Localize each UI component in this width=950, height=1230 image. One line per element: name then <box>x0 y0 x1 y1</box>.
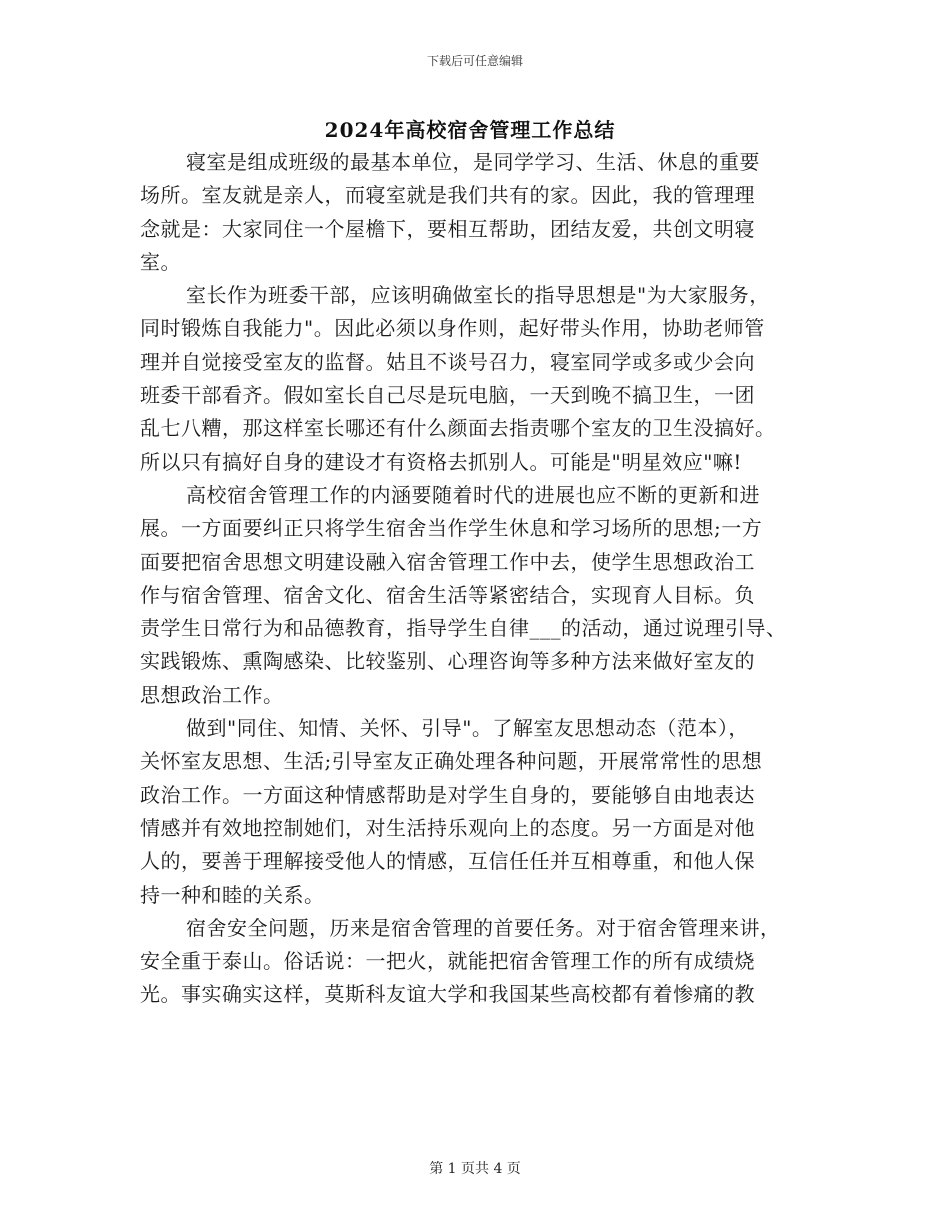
paragraph-line: 做到"同住、知情、关怀、引导"。了解室友思想动态（范本）， <box>186 716 749 741</box>
paragraph-line: 宿舍安全问题，历来是宿舍管理的首要任务。对于宿舍管理来讲， <box>186 915 781 940</box>
paragraph-line: 场所。室友就是亲人，而寝室就是我们共有的家。因此，我的管理理 <box>140 183 755 208</box>
paragraph-line: 念就是：大家同住一个屋檐下，要相互帮助，团结友爱，共创文明寝 <box>140 216 755 241</box>
paragraph-line: 寝室是组成班级的最基本单位，是同学学习、生活、休息的重要 <box>186 150 760 174</box>
paragraph-line: 实践锻炼、熏陶感染、比较鉴别、心理咨询等多种方法来做好室友的 <box>140 649 755 674</box>
paragraph-line: 人的，要善于理解接受他人的情感，互信任任并互相尊重，和他人保 <box>140 849 755 874</box>
paragraph-line: 政治工作。一方面这种情感帮助是对学生自身的，要能够自由地表达 <box>140 782 755 807</box>
document-body <box>140 146 820 1012</box>
paragraph-line: 乱七八糟，那这样室长哪还有什么颜面去指责哪个室友的卫生没搞好。 <box>140 416 776 441</box>
paragraph-line: 光。事实确实这样，莫斯科友谊大学和我国某些高校都有着惨痛的教 <box>140 982 755 1007</box>
paragraph-line: 情感并有效地控制她们，对生活持乐观向上的态度。另一方面是对他 <box>140 815 755 840</box>
paragraph-line: 思想政治工作。 <box>140 682 284 707</box>
paragraph-line: 高校宿舍管理工作的内涵要随着时代的进展也应不断的更新和进 <box>186 482 760 507</box>
paragraph-line: 面要把宿舍思想文明建设融入宿舍管理工作中去，使学生思想政治工 <box>140 549 755 574</box>
paragraph-line: 展。一方面要纠正只将学生宿舍当作学生休息和学习场所的思想;一方 <box>140 516 763 541</box>
document-title: 2024年高校宿舍管理工作总结 <box>324 118 616 142</box>
paragraph-line: 持一种和睦的关系。 <box>140 882 325 907</box>
paragraph-line: 关怀室友思想、生活;引导室友正确处理各种问题，开展常常性的思想 <box>140 749 763 774</box>
paragraph-line: 班委干部看齐。假如室长自己尽是玩电脑，一天到晚不搞卫生，一团 <box>140 383 755 408</box>
paragraph-line: 理并自觉接受室友的监督。姑且不谈号召力，寝室同学或多或少会向 <box>140 349 755 374</box>
paragraph-line: 所以只有搞好自身的建设才有资格去抓别人。可能是"明星效应"嘛! <box>140 449 742 474</box>
paragraph-line: 作与宿舍管理、宿舍文化、宿舍生活等紧密结合，实现育人目标。负 <box>140 582 755 607</box>
paragraph-line: 同时锻炼自我能力"。因此必须以身作则，起好带头作用，协助老师管 <box>140 316 765 341</box>
paragraph-line: 室。 <box>140 249 181 274</box>
paragraph-line: 室长作为班委干部，应该明确做室长的指导思想是"为大家服务， <box>186 283 770 308</box>
page-header: 下载后可任意编辑 <box>426 54 523 68</box>
paragraph-line: 安全重于泰山。俗话说：一把火，就能把宿舍管理工作的所有成绩烧 <box>140 949 755 974</box>
paragraph-line: 责学生日常行为和品德教育，指导学生自律___的活动，通过说理引导、 <box>140 616 787 641</box>
page-footer: 第 1 页共 4 页 <box>429 1161 521 1177</box>
